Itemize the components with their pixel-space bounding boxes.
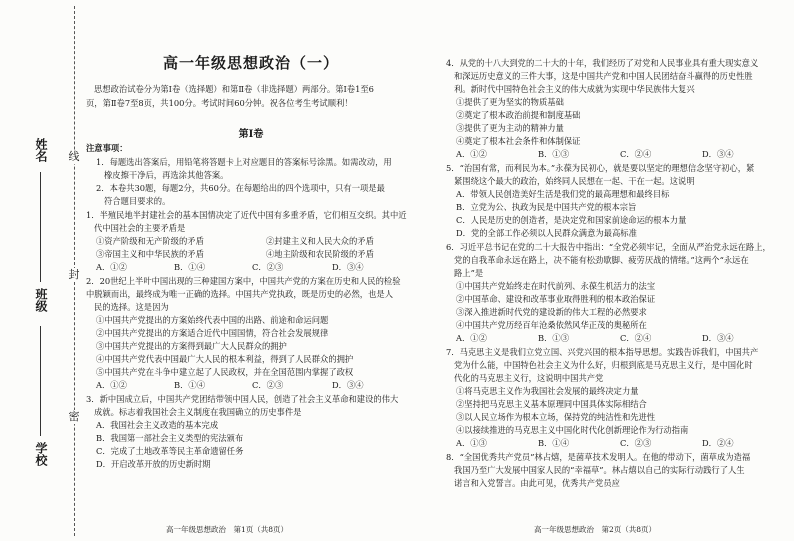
page-2-footer: 高一年级思想政治 第2页（共8页） <box>534 525 657 534</box>
q6-option-d: D．③④ <box>702 333 734 343</box>
q2-item-2: ②中国共产党提出的方案适合近代中国国情，符合社会发展规律 <box>96 328 329 338</box>
q3-option-b: B．我国第一部社会主义类型的宪法颁布 <box>96 433 244 443</box>
q8-stem-1: 8．“全国优秀共产党员”林占熺，是菌草技术发明人。在他的带动下，菌草成为造福 <box>446 452 751 462</box>
q5-option-d: D．党的全部工作必须以人民群众满意为最高标准 <box>456 228 637 238</box>
q5-option-c: C．人民是历史的创造者，是决定党和国家前途命运的根本力量 <box>456 215 687 225</box>
q3-option-d: D．开启改革开放的历史新时期 <box>96 459 211 469</box>
q2-option-c: C．②③ <box>252 380 284 390</box>
q7-option-a: A．①③ <box>456 438 487 448</box>
q5-option-a: A．带领人民创造美好生活是我们党的最高理想和最终目标 <box>456 189 670 199</box>
q1-item-1: ①资产阶级和无产阶级的矛盾 <box>96 236 204 246</box>
page-2 <box>446 0 786 541</box>
q1-stem-1: 1．半殖民地半封建社会的基本国情决定了近代中国有多重矛盾，它们相互交织。其中近 <box>86 210 407 220</box>
q1-item-4: ④地主阶级和农民阶级的矛盾 <box>266 249 374 259</box>
q5-stem-1: 5．“治国有常，而利民为本。”永葆为民初心，就是要以坚定的理想信念坚守初心，紧 <box>446 163 755 173</box>
q2-item-1: ①中国共产党提出的方案始终代表中国的出路、前途和命运问题 <box>96 315 329 325</box>
q1-option-b: B．①④ <box>174 262 205 272</box>
q3-stem-2: 成就。标志着我国社会主义制度在我国确立的历史事件是 <box>94 407 302 417</box>
page-1 <box>86 0 416 541</box>
q1-stem-2: 代中国社会的主要矛盾是 <box>94 223 186 233</box>
q8-stem-2: 我国乃至广大发展中国家人民的“幸福草”。林占熺以自己的实际行动践行了人生 <box>454 465 745 475</box>
q4-stem-2: 和深远历史意义的三件大事，这是中国共产党和中国人民团结奋斗赢得的历史性胜 <box>454 71 753 81</box>
q4-item-4: ④奠定了根本社会条件和体制保证 <box>456 136 581 146</box>
q4-option-c: C．②④ <box>620 149 652 159</box>
q7-stem-3: 代化的马克思主义行，这说明中国共产党 <box>454 373 604 383</box>
q6-item-3: ③深入推进新时代党的建设新的伟大工程的必然要求 <box>456 307 647 317</box>
q3-option-c: C．完成了土地改革等民主革命遗留任务 <box>96 446 244 456</box>
q4-option-a: A．①② <box>456 149 487 159</box>
note-line-3: 2．本卷共30题，每题2分，共60分。在每题给出的四个选项中，只有一项是最 <box>96 183 385 193</box>
q5-stem-2: 紧围绕这个最大的政治，始终同人民想在一起、干在一起。这说明 <box>454 176 695 186</box>
q1-option-a: A．①② <box>96 262 127 272</box>
q7-stem-2: 党为什么能，中国特色社会主义为什么好，归根到底是马克思主义行，是中国化时 <box>454 360 753 370</box>
q4-stem-1: 4．从党的十八大到党的二十大的十年，我们经历了对党和人民事业具有重大现实意义 <box>446 58 759 68</box>
q4-item-3: ③提供了更为主动的精神力量 <box>456 123 564 133</box>
q6-stem-3: 路上”是 <box>454 268 484 278</box>
q6-option-b: B．①③ <box>538 333 569 343</box>
q4-item-1: ①提供了更为坚实的物质基础 <box>456 97 564 107</box>
q4-item-2: ②奠定了根本政治前提和制度基础 <box>456 110 581 120</box>
q8-stem-3: 诺言和入党誓言。由此可见，优秀共产党员应 <box>454 478 620 488</box>
section-heading: 第Ⅰ卷 <box>238 129 264 140</box>
q7-option-c: C．②③ <box>620 438 652 448</box>
q1-option-d: D．③④ <box>332 262 364 272</box>
q2-item-5: ⑤中国共产党在斗争中建立起了人民政权，并在全国范围内掌握了政权 <box>96 367 354 377</box>
class-write-line <box>40 326 41 436</box>
q1-item-3: ③帝国主义和中华民族的矛盾 <box>96 249 204 259</box>
q2-option-b: B．①④ <box>174 380 205 390</box>
class-label: 班级 <box>34 288 48 312</box>
q6-option-c: C．②④ <box>620 333 652 343</box>
q6-item-2: ②中国革命、建设和改革事业取得胜利的根本政治保证 <box>456 294 656 304</box>
q1-item-2: ②封建主义和人民大众的矛盾 <box>266 236 374 246</box>
q2-stem-1: 2．20世纪上半叶中国出现的三种建国方案中，中国共产党的方案在历史和人民的检验 <box>86 276 401 286</box>
q6-stem-1: 6．习近平总书记在党的二十大报告中指出：“全党必须牢记，全面从严治党永远在路上， <box>446 242 771 252</box>
q7-option-d: D．②④ <box>702 438 734 448</box>
q7-item-2: ②坚持把马克思主义基本原理同中国具体实际相结合 <box>456 399 647 409</box>
page-1-footer: 高一年级思想政治 第1页（共8页） <box>166 525 289 534</box>
binding-margin <box>0 0 82 541</box>
q2-option-d: D．③④ <box>332 380 364 390</box>
q7-option-b: B．①④ <box>538 438 569 448</box>
q2-item-3: ③中国共产党提出的方案得到最广大人民群众的拥护 <box>96 341 287 351</box>
q3-stem-1: 3．新中国成立后，中国共产党团结带领中国人民，创造了社会主义革命和建设的伟大 <box>86 394 399 404</box>
intro-line-2: 页，第Ⅱ卷7至8页，共100分。考试时间60分钟。祝各位考生考试顺利！ <box>86 98 353 108</box>
q4-option-b: B．①③ <box>538 149 569 159</box>
name-label: 姓名 <box>34 138 48 162</box>
q4-stem-3: 利。新时代中国特色社会主义的伟大成就为实现中华民族伟大复兴 <box>454 84 695 94</box>
seal-char-line: 线 <box>66 150 82 164</box>
name-write-line <box>40 172 41 282</box>
q7-stem-1: 7．马克思主义是我们立党立国、兴党兴国的根本指导思想。实践告诉我们，中国共产 <box>446 347 759 357</box>
q6-item-4: ④中国共产党历经百年沧桑依然风华正茂的奥秘所在 <box>456 320 647 330</box>
note-line-4: 符合题目要求的。 <box>104 196 171 206</box>
q2-item-4: ④中国共产党代表中国最广大人民的根本利益，得到了人民群众的拥护 <box>96 354 354 364</box>
exam-title: 高一年级思想政治（一） <box>162 54 339 72</box>
q1-option-c: C．②③ <box>252 262 284 272</box>
notes-title: 注意事项： <box>86 143 128 153</box>
note-line-2: 橡皮擦干净后，再选涂其他答案。 <box>104 170 229 180</box>
q4-option-d: D．③④ <box>702 149 734 159</box>
intro-line-1: 思想政治试卷分为第Ⅰ卷（选择题）和第Ⅱ卷（非选择题）两部分。第Ⅰ卷1至6 <box>94 84 374 94</box>
q7-item-1: ①将马克思主义作为我国社会发展的最终决定力量 <box>456 386 639 396</box>
q6-option-a: A．①② <box>456 333 487 343</box>
q2-stem-3: 民的选择。这是因为 <box>94 302 169 312</box>
q2-stem-2: 中脱颖而出，最终成为唯一正确的选择。中国共产党执政，既是历史的必然，也是人 <box>86 289 393 299</box>
q7-item-3: ③以人民立场作为根本立场，保持党的纯洁性和先进性 <box>456 412 656 422</box>
q7-item-4: ④以接续推进的马克思主义中国化时代化创新理论作为行动指南 <box>456 425 689 435</box>
school-label: 学校 <box>34 442 48 466</box>
q6-stem-2: 党的自我革命永远在路上，决不能有松劲歇脚、疲劳厌战的情绪。”这两个“永远在 <box>454 255 749 265</box>
note-line-1: 1．每题选出答案后，用铅笔将答题卡上对应题目的答案标号涂黑。如需改动，用 <box>96 157 392 167</box>
q2-option-a: A．①② <box>96 380 127 390</box>
q6-item-1: ①中国共产党始终走在时代前列、永葆生机活力的法宝 <box>456 281 656 291</box>
seal-char-secret: 密 <box>66 410 82 424</box>
seal-char-seal: 封 <box>66 268 82 282</box>
q5-option-b: B．立党为公、执政为民是中国共产党的根本宗旨 <box>456 202 637 212</box>
q3-option-a: A．我国社会主义改造的基本完成 <box>96 420 219 430</box>
